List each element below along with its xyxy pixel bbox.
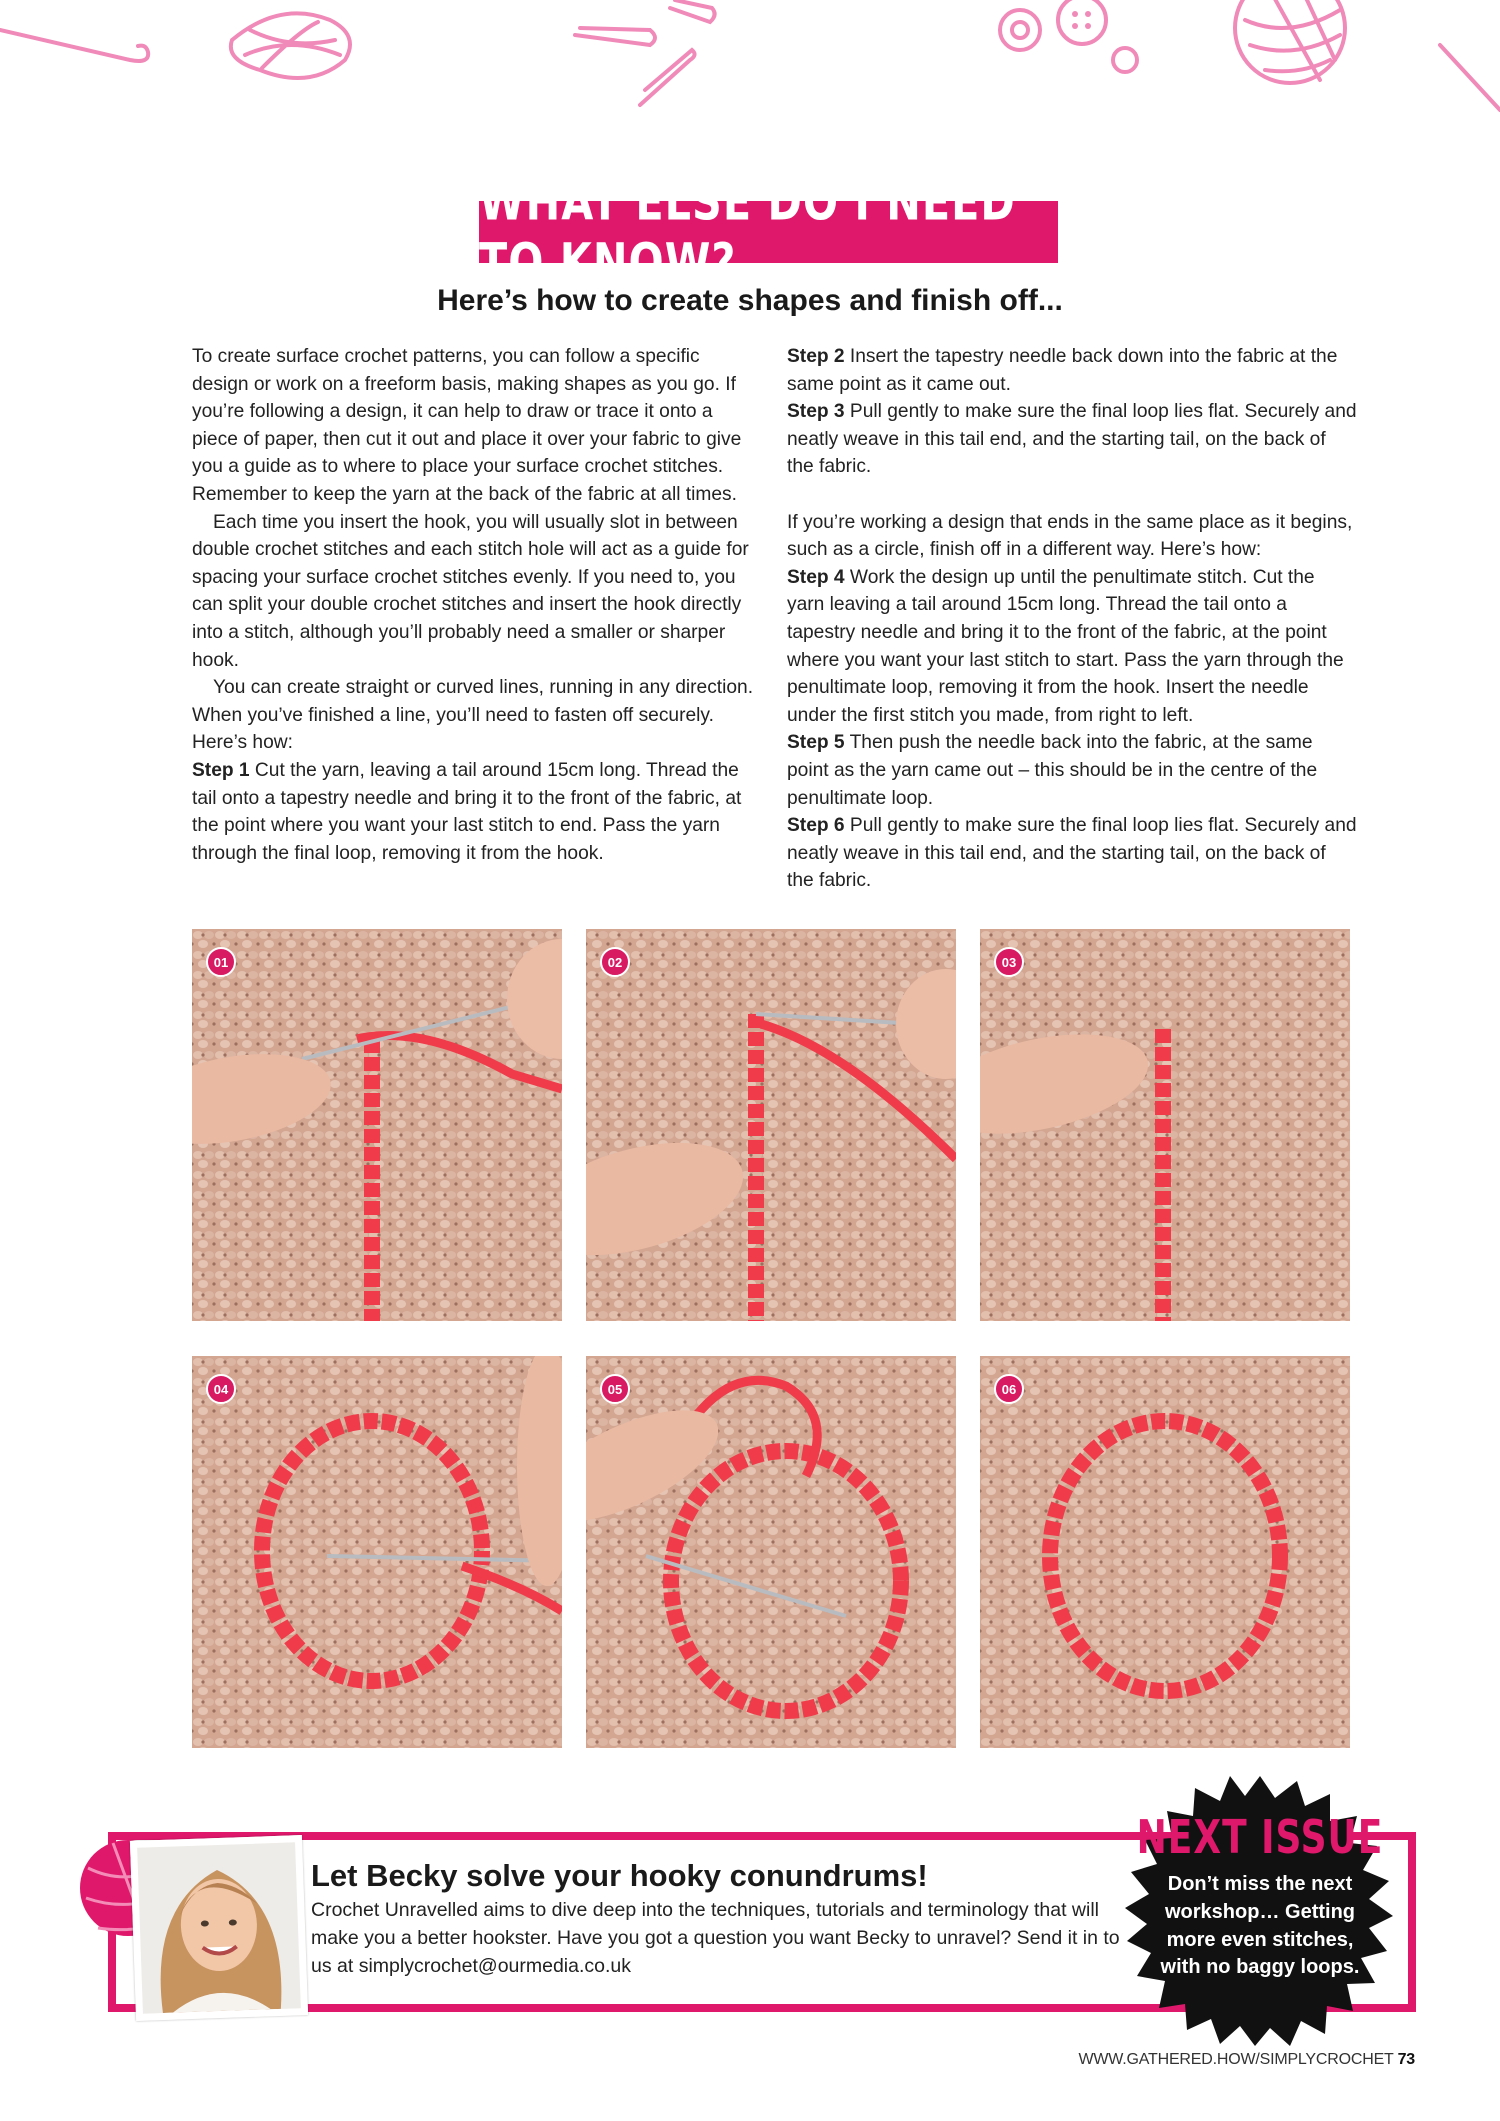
safety-pin-icon — [575, 28, 655, 45]
step-photo-03 — [980, 929, 1350, 1321]
step-badge-06: 06 — [994, 1374, 1024, 1404]
step-2-text: Insert the tapestry needle back down into the fabric at the same point as it came out. — [787, 346, 1338, 395]
step-1-label: Step 1 — [192, 759, 250, 781]
subheadline: Here’s how to create shapes and finish off... — [437, 284, 1063, 317]
next-issue-title: NEXT ISSUE — [1136, 1811, 1384, 1865]
hook-paragraph: Each time you insert the hook, you will usually slot in between double crochet stitches and each stitch hole will act as a guide for spacing your surface crochet stitches evenly. If you need to, you can split your double crochet stitches and insert the hook directly into a stitch, although you’ll probably need a smaller or sharper hook. — [192, 511, 749, 671]
safety-pin-icon-3 — [640, 50, 695, 105]
step-photo-01 — [192, 929, 562, 1321]
step-4 — [787, 564, 1357, 730]
step-1-text: Cut the yarn, leaving a tail around 15cm long. Thread the tail onto a tapestry needle and bring it to the front of the fabric, at the point where you want your last stitch to end. Pass the yarn through the final loop, removing it from the hook. — [192, 759, 742, 864]
circle-paragraph: If you’re working a design that ends in the same place as it begins, such as a circle, finish off in a different way. Here’s how: — [787, 511, 1353, 561]
headline-banner — [479, 171, 1058, 293]
step-badge-03: 03 — [994, 947, 1024, 977]
step-photo-02 — [586, 929, 956, 1321]
step-photo-04 — [192, 1356, 562, 1748]
crochet-hook-icon-2 — [1440, 45, 1500, 110]
left-text-column — [192, 343, 757, 867]
safety-pin-icon-2 — [670, 0, 715, 22]
yarn-ball-icon — [1235, 0, 1345, 83]
button-icon — [1000, 10, 1040, 50]
step-6-label: Step 6 — [787, 815, 845, 837]
page-number: 73 — [1397, 2051, 1415, 2068]
step-badge-04: 04 — [206, 1374, 236, 1404]
step-1 — [192, 757, 757, 867]
step-badge-02: 02 — [600, 947, 630, 977]
step-photo-05 — [586, 1356, 956, 1748]
step-4-label: Step 4 — [787, 566, 845, 588]
button-icon-3 — [1113, 48, 1137, 72]
step-5-text: Then push the needle back into the fabric, at the same point as the yarn came out – this should be in the centre of the penultimate loop. — [787, 732, 1318, 809]
step-2-label: Step 2 — [787, 346, 845, 367]
becky-portrait — [130, 1835, 308, 2021]
headline-title: WHAT ELSE DO I NEED TO KNOW? — [479, 171, 1016, 293]
right-text-column — [787, 343, 1357, 895]
becky-box-body: Crochet Unravelled aims to dive deep into the techniques, tutorials and terminology that will make you a better hookster. Have you got a question you want Becky to unravel? Send it in to us at simplycrochet@ourmedia.co.uk — [311, 1899, 1120, 1977]
step-3-label: Step 3 — [787, 401, 845, 423]
step-3-text: Pull gently to make sure the final loop lies flat. Securely and neatly weave in this tail end, and the starting tail, on the back of the fabric. — [787, 401, 1357, 478]
lines-paragraph: You can create straight or curved lines, running in any direction. When you’ve finished a line, you’ll need to fasten off securely. Here’s how: — [192, 677, 754, 754]
step-6-text: Pull gently to make sure the final loop lies flat. Securely and neatly weave in this tail end, and the starting tail, on the back of the fabric. — [787, 815, 1357, 892]
page-footer — [1078, 2051, 1415, 2069]
button-icon-2 — [1058, 0, 1106, 44]
step-badge-05: 05 — [600, 1374, 630, 1404]
step-5-label: Step 5 — [787, 732, 845, 754]
step-2 — [787, 343, 1357, 398]
next-issue-text: Don’t miss the next workshop… Getting more even stitches, with no baggy loops. — [1160, 1873, 1360, 1979]
header-doodles — [0, 0, 1500, 150]
step-5 — [787, 729, 1357, 812]
becky-box-title: Let Becky solve your hooky conundrums! — [311, 1858, 928, 1893]
intro-paragraph: To create surface crochet patterns, you can follow a specific design or work on a freeform basis, making shapes as you go. If you’re following a design, it can help to draw or trace it onto a piece of paper, then cut it out and place it over your fabric to give you a guide as to where to place your surface crochet stitches. Remember to keep the yarn at the back of the fabric at all times. — [192, 346, 742, 505]
step-4-text: Work the design up until the penultimate stitch. Cut the yarn leaving a tail around 15cm long. Thread the tail onto a tapestry needle and bring it to the front of the fabric, at the point where you want your last stitch to start. Pass the yarn through the penultimate loop, removing it from the hook. Insert the needle under the first stitch you made, from right to left. — [787, 566, 1344, 726]
footer-url[interactable]: WWW.GATHERED.HOW/SIMPLYCROCHET — [1078, 2051, 1394, 2068]
step-badge-01: 01 — [206, 947, 236, 977]
step-3 — [787, 398, 1357, 481]
yarn-skein-icon — [231, 13, 350, 78]
step-photo-06 — [980, 1356, 1350, 1748]
step-6 — [787, 812, 1357, 895]
crochet-hook-icon — [0, 30, 148, 61]
